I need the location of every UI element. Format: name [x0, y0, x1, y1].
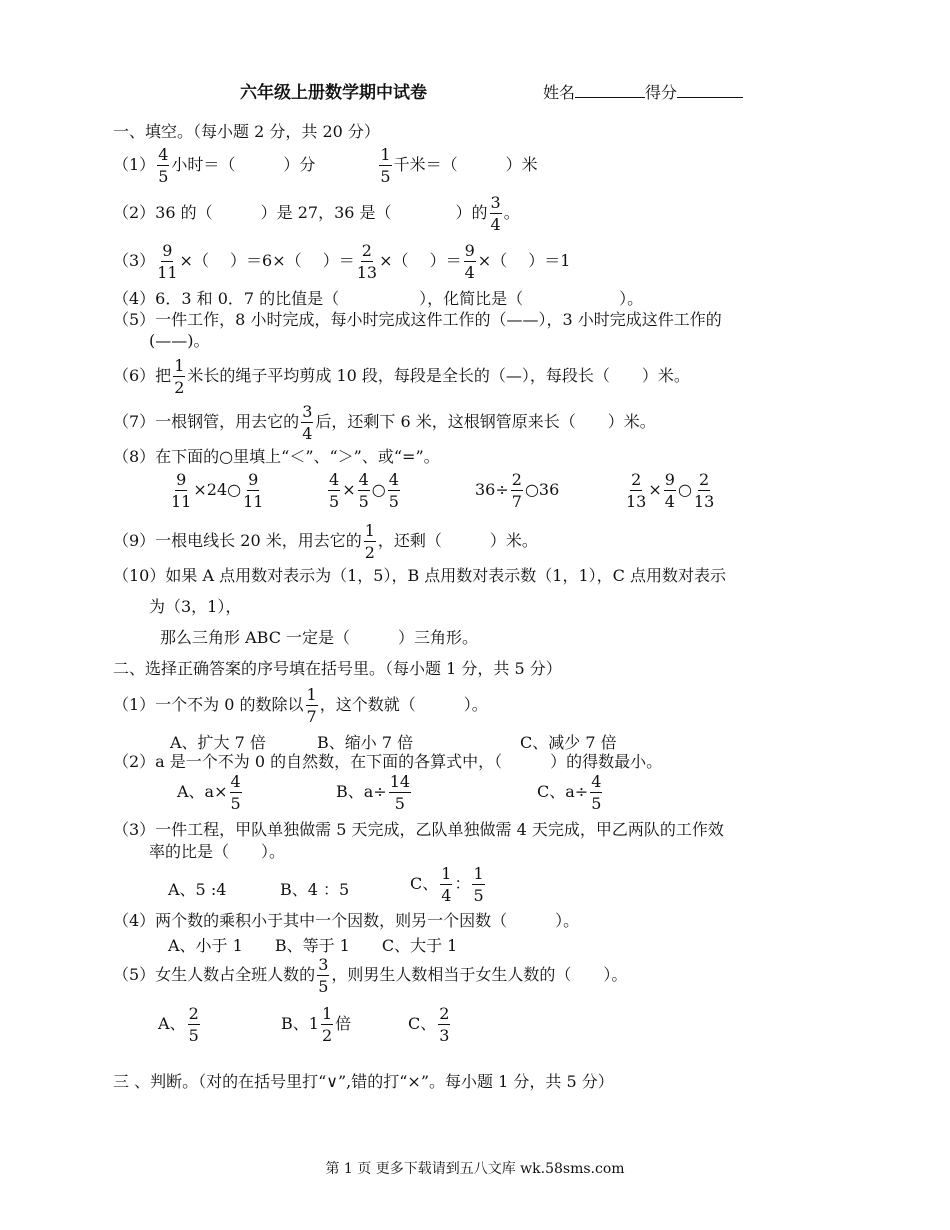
- s2-q4-options[interactable]: A、小于 1 B、等于 1 C、大于 1: [168, 936, 458, 955]
- fraction: $\frac{9}{4}$: [464, 241, 475, 282]
- fraction: $\frac{3}{5}$: [318, 955, 329, 996]
- q-text: （2）36 的（ ）是 27，36 是（ ）的: [113, 203, 488, 222]
- s2-q1-option-b[interactable]: B、缩小 7 倍: [317, 733, 414, 752]
- section-3-heading: 三 、判断。（对的在括号里打“∨”,错的打“×”。每小题 1 分，共 5 分）: [113, 1072, 614, 1091]
- s2-q2-option-c[interactable]: C、a÷ $\frac{4}{5}$: [537, 772, 602, 813]
- fraction: $\frac{1}{2}$: [364, 521, 375, 562]
- fraction: $\frac{1}{5}$: [473, 864, 484, 905]
- fraction: $\frac{2}{13}$: [356, 241, 378, 282]
- s1-q3: [113, 241, 570, 282]
- s2-q1: [113, 685, 488, 726]
- q-text: 小时＝（ ）分: [171, 155, 316, 174]
- q-text: ，则男生人数相当于女生人数的（ ）。: [331, 965, 628, 984]
- s1-q9: [113, 521, 538, 562]
- name-label: 姓名: [543, 83, 576, 102]
- s2-q1-option-a[interactable]: A、扩大 7 倍: [170, 733, 266, 752]
- q-text: ，这个数就（ ）。: [319, 695, 488, 714]
- s1-q5-line2: (——)。: [149, 331, 210, 350]
- q-number: （1）: [113, 155, 156, 174]
- fraction: $\frac{1}{5}$: [380, 145, 391, 186]
- s1-q7: [113, 402, 656, 443]
- fraction: $\frac{4}{5}$: [358, 470, 369, 511]
- fraction: $\frac{1}{4}$: [441, 864, 452, 905]
- s2-q2: （2）a 是一个不为 0 的自然数，在下面的各算式中，（ ）的得数最小。: [113, 752, 663, 771]
- fraction: $\frac{9}{11}$: [243, 470, 264, 511]
- q-text: （9）一根电线长 20 米，用去它的: [113, 531, 362, 550]
- s2-q3-line1: （3）一件工程，甲队单独做需 5 天完成，乙队单独做需 4 天完成，甲乙两队的工作效: [113, 820, 724, 839]
- fraction: $\frac{4}{5}$: [329, 470, 340, 511]
- section-2-heading: 二、选择正确答案的序号填在括号里。（每小题 1 分，共 5 分）: [113, 659, 562, 678]
- fraction: $\frac{4}{5}$: [388, 470, 399, 511]
- fraction: $\frac{4}{5}$: [591, 772, 602, 813]
- name-blank[interactable]: [575, 83, 645, 98]
- s1-q6: [113, 356, 690, 397]
- fraction: $\frac{2}{13}$: [626, 470, 647, 511]
- q-text: （1）一个不为 0 的数除以: [113, 695, 304, 714]
- name-field: [543, 80, 743, 103]
- page-footer: 第 1 页 更多下载请到五八文库 wk.58sms.com: [325, 1161, 625, 1177]
- s1-q8-expr-2: $\frac{4}{5}$ × $\frac{4}{5}$ ○ $\frac{4}{5}$: [329, 470, 399, 511]
- s1-q2: [113, 193, 520, 234]
- s1-q4: （4）6．3 和 0．7 的比值是（ ），化简比是（ ）。: [113, 289, 644, 308]
- fraction: $\frac{3}{4}$: [490, 193, 501, 234]
- s2-q3-option-a[interactable]: A、5 :4: [168, 880, 227, 899]
- fraction: $\frac{1}{2}$: [321, 1004, 333, 1045]
- fraction: $\frac{2}{7}$: [511, 470, 522, 511]
- s1-q8-heading: （8）在下面的○里填上“＜”、“＞”、或“=”。: [113, 447, 440, 466]
- fraction: $\frac{2}{3}$: [439, 1004, 450, 1045]
- fraction: $\frac{2}{5}$: [188, 1004, 199, 1045]
- fraction: $\frac{2}{13}$: [693, 470, 715, 511]
- s1-q8-expr-4: $\frac{2}{13}$ × $\frac{9}{4}$ ○ $\frac{2}{13}$: [626, 470, 715, 511]
- s2-q1-option-c[interactable]: C、减少 7 倍: [520, 733, 617, 752]
- s2-q2-option-b[interactable]: B、a÷ $\frac{14}{5}$: [336, 772, 411, 813]
- q-text: 千米＝（ ）米: [393, 155, 538, 174]
- s2-q3-option-c[interactable]: C、 $\frac{1}{4}$ ： $\frac{1}{5}$: [410, 864, 484, 905]
- s1-q8-expr-3: 36÷ $\frac{2}{7}$ ○36: [475, 470, 560, 511]
- fraction: $\frac{14}{5}$: [389, 772, 411, 813]
- q-text: 。: [503, 203, 520, 222]
- s2-q5-option-a[interactable]: A、 $\frac{2}{5}$: [158, 1004, 199, 1045]
- fraction: $\frac{9}{4}$: [664, 470, 675, 511]
- s1-q5-line1: （5）一件工作，8 小时完成，每小时完成这件工作的（——），3 小时完成这件工作的: [113, 310, 722, 329]
- fraction: $\frac{1}{7}$: [306, 685, 317, 726]
- s1-q10-line3: 那么三角形 ABC 一定是（ ）三角形。: [160, 628, 479, 647]
- section-1-heading: 一、填空。（每小题 2 分，共 20 分）: [113, 122, 380, 141]
- s1-q10-line1: （10）如果 A 点用数对表示为（1，5），B 点用数对表示数（1，1），C 点用数对表示: [113, 566, 726, 585]
- q-text: （7）一根钢管，用去它的: [113, 412, 300, 431]
- s2-q2-option-a[interactable]: A、a× $\frac{4}{5}$: [177, 772, 241, 813]
- s2-q5: [113, 955, 627, 996]
- q-text: 米长的绳子平均剪成 10 段，每段是全长的（—），每段长（ ）米。: [187, 366, 690, 385]
- fraction: $\frac{4}{5}$: [230, 772, 241, 813]
- q-text: （6）把: [113, 366, 172, 385]
- fraction: $\frac{1}{2}$: [174, 356, 185, 397]
- score-label: 得分: [645, 83, 678, 102]
- q-text: ，还剩（ ）米。: [377, 531, 538, 550]
- q-number: （3）: [113, 251, 156, 270]
- q-text: 后，还剩下 6 米，这根钢管原来长（ ）米。: [315, 412, 656, 431]
- s2-q5-option-c[interactable]: C、 $\frac{2}{3}$: [408, 1004, 450, 1045]
- q-text: ×（ ）＝: [379, 251, 462, 270]
- s2-q3-option-b[interactable]: B、4 ：5: [280, 880, 350, 899]
- s2-q4: （4）两个数的乘积小于其中一个因数，则另一个因数（ ）。: [113, 911, 580, 930]
- q-text: ×（ ）＝1: [477, 251, 571, 270]
- s2-q3-line2: 率的比是（ ）。: [149, 842, 286, 861]
- s1-q1: [113, 145, 538, 186]
- page-title: 六年级上册数学期中试卷: [240, 83, 427, 103]
- fraction: $\frac{9}{11}$: [157, 241, 178, 282]
- score-blank[interactable]: [677, 83, 743, 98]
- fraction: $\frac{9}{11}$: [171, 470, 192, 511]
- fraction: $\frac{3}{4}$: [302, 402, 313, 443]
- fraction: $\frac{4}{5}$: [158, 145, 169, 186]
- s1-q10-line2: 为（3，1），: [149, 597, 242, 616]
- s1-q8-expr-1: $\frac{9}{11}$ ×24○ $\frac{9}{11}$: [171, 470, 264, 511]
- q-text: （5）女生人数占全班人数的: [113, 965, 316, 984]
- q-text: ×（ ）＝6×（ ）＝: [179, 251, 355, 270]
- s2-q5-option-b[interactable]: B、1 $\frac{1}{2}$ 倍: [281, 1004, 352, 1045]
